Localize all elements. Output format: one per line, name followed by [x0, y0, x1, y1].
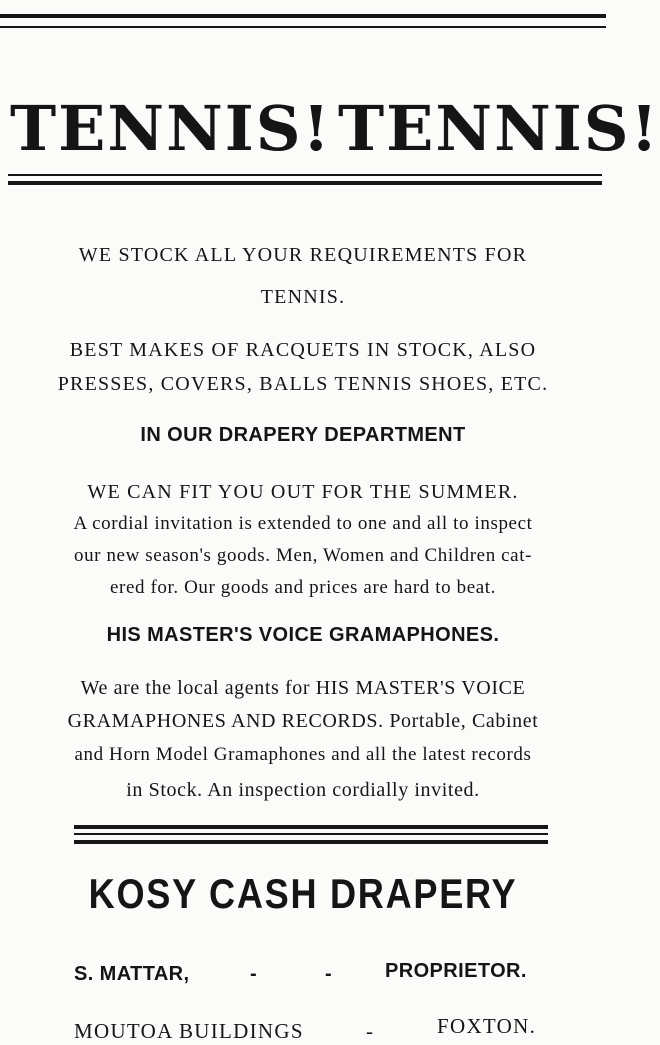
- proprietor-name: S. MATTAR,: [74, 963, 190, 985]
- top-rule-thin: [0, 26, 606, 28]
- drapery-heading: IN OUR DRAPERY DEPARTMENT: [140, 424, 466, 446]
- brand-name: KOSY CASH DRAPERY: [88, 870, 518, 917]
- footer-rule-thin: [74, 833, 548, 835]
- tennis-line-1: WE STOCK ALL YOUR REQUIREMENTS FOR: [78, 244, 528, 266]
- top-rule-thick: [0, 14, 606, 18]
- drapery-line-4: ered for. Our goods and prices are hard to beat.: [110, 577, 496, 598]
- gramaphones-line-4: in Stock. An inspection cordially invited.: [126, 779, 480, 801]
- headline-rule-thick: [8, 181, 602, 185]
- headline-left: TENNIS!: [10, 92, 332, 165]
- drapery-line-1: WE CAN FIT YOU OUT FOR THE SUMMER.: [87, 481, 519, 503]
- town: FOXTON.: [437, 1014, 537, 1038]
- dash-2: -: [325, 963, 333, 985]
- proprietor-title: PROPRIETOR.: [385, 960, 527, 982]
- tennis-line-4: PRESSES, COVERS, BALLS TENNIS SHOES, ETC.: [57, 373, 549, 395]
- tennis-line-3: BEST MAKES OF RACQUETS IN STOCK, ALSO: [69, 339, 537, 361]
- drapery-line-2: A cordial invitation is extended to one and all to inspect: [73, 513, 533, 534]
- gramaphones-line-2: GRAMAPHONES AND RECORDS. Portable, Cabinet: [67, 710, 539, 732]
- address: MOUTOA BUILDINGS: [74, 1019, 304, 1043]
- drapery-line-3: our new season's goods. Men, Women and Children cat-: [73, 545, 533, 566]
- gramaphones-line-3: and Horn Model Gramaphones and all the latest records: [74, 744, 532, 765]
- headline-rule-thin: [8, 174, 602, 176]
- headline-right: TENNIS!: [338, 92, 660, 165]
- gramaphones-heading: HIS MASTER'S VOICE GRAMAPHONES.: [106, 624, 500, 646]
- footer-rule-thick-2: [74, 840, 548, 844]
- gramaphones-line-1: We are the local agents for HIS MASTER'S VOICE: [80, 677, 526, 699]
- tennis-line-2: TENNIS.: [260, 286, 346, 308]
- dash-1: -: [250, 963, 258, 985]
- dash-3: -: [366, 1019, 375, 1043]
- footer-rule-thick: [74, 825, 548, 829]
